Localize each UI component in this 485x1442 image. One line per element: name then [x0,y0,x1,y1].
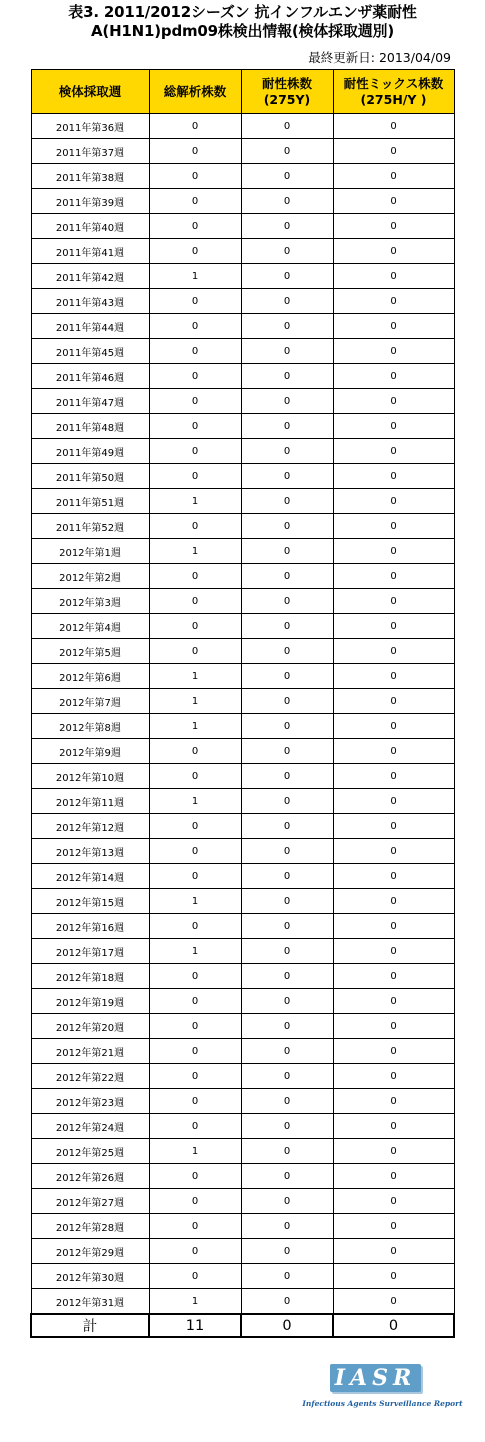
table-row [31,1214,454,1239]
cell-sampling-week: 2011年第39週 [31,189,149,214]
table-title-line1: 表3. 2011/2012シーズン 抗インフルエンザ薬耐性 [68,3,417,21]
cell-resistant: 0 [241,814,333,839]
cell-resistant-mixed: 0 [333,789,454,814]
cell-total-analyzed: 0 [149,564,241,589]
table-row [31,439,454,464]
table-row [31,489,454,514]
cell-sampling-week: 2012年第27週 [31,1189,149,1214]
cell-resistant: 0 [241,214,333,239]
cell-resistant-mixed: 0 [333,1089,454,1114]
cell-total-analyzed: 1 [149,489,241,514]
table-row [31,564,454,589]
cell-total-analyzed: 0 [149,464,241,489]
cell-sampling-week: 2012年第25週 [31,1139,149,1164]
cell-resistant: 0 [241,689,333,714]
cell-resistant: 0 [241,1064,333,1089]
total-resistant: 0 [241,1314,333,1337]
cell-resistant: 0 [241,1139,333,1164]
table-row [31,714,454,739]
cell-resistant-mixed: 0 [333,139,454,164]
cell-sampling-week: 2011年第44週 [31,314,149,339]
cell-resistant-mixed: 0 [333,289,454,314]
cell-resistant-mixed: 0 [333,1064,454,1089]
cell-sampling-week: 2012年第31週 [31,1289,149,1315]
table-row [31,464,454,489]
cell-sampling-week: 2011年第50週 [31,464,149,489]
cell-resistant-mixed: 0 [333,189,454,214]
table-row [31,1039,454,1064]
cell-resistant-mixed: 0 [333,1014,454,1039]
cell-total-analyzed: 0 [149,764,241,789]
cell-resistant: 0 [241,614,333,639]
cell-resistant-mixed: 0 [333,514,454,539]
iasr-logo-subtitle: Infectious Agents Surveillance Report [302,1399,463,1408]
cell-resistant: 0 [241,464,333,489]
cell-resistant-mixed: 0 [333,964,454,989]
table-row [31,1064,454,1089]
cell-sampling-week: 2012年第3週 [31,589,149,614]
cell-resistant-mixed: 0 [333,239,454,264]
cell-resistant: 0 [241,1039,333,1064]
cell-resistant: 0 [241,1114,333,1139]
cell-total-analyzed: 0 [149,114,241,139]
cell-total-analyzed: 0 [149,189,241,214]
header-row [31,70,454,114]
cell-sampling-week: 2012年第23週 [31,1089,149,1114]
iasr-logo: IASR [330,1364,421,1392]
cell-total-analyzed: 1 [149,264,241,289]
cell-total-analyzed: 0 [149,839,241,864]
total-label: 計 [31,1314,149,1337]
header-resistant-sublabel: (275Y) [263,91,311,107]
cell-resistant-mixed: 0 [333,389,454,414]
cell-sampling-week: 2012年第20週 [31,1014,149,1039]
cell-sampling-week: 2012年第6週 [31,664,149,689]
cell-sampling-week: 2012年第4週 [31,614,149,639]
cell-resistant: 0 [241,139,333,164]
cell-total-analyzed: 0 [149,364,241,389]
table-row [31,1239,454,1264]
cell-resistant-mixed: 0 [333,264,454,289]
cell-sampling-week: 2011年第40週 [31,214,149,239]
cell-sampling-week: 2012年第7週 [31,689,149,714]
table-row [31,789,454,814]
cell-total-analyzed: 0 [149,739,241,764]
total-resistant-mixed: 0 [333,1314,454,1337]
cell-total-analyzed: 0 [149,214,241,239]
header-sampling-week [31,70,149,114]
cell-resistant: 0 [241,1214,333,1239]
cell-resistant: 0 [241,889,333,914]
cell-resistant: 0 [241,189,333,214]
table-title-line2: A(H1N1)pdm09株検出情報(検体採取週別) [91,22,394,40]
cell-total-analyzed: 1 [149,1139,241,1164]
header-resistant-label: 耐性株数 [261,75,312,91]
cell-resistant-mixed: 0 [333,739,454,764]
cell-resistant-mixed: 0 [333,1114,454,1139]
cell-resistant: 0 [241,664,333,689]
cell-resistant: 0 [241,1289,333,1315]
table-row [31,139,454,164]
table-row [31,1289,454,1315]
cell-total-analyzed: 0 [149,439,241,464]
cell-sampling-week: 2012年第12週 [31,814,149,839]
cell-resistant: 0 [241,539,333,564]
cell-total-analyzed: 1 [149,889,241,914]
header-total-analyzed-label: 総解析株数 [163,83,227,99]
cell-sampling-week: 2012年第1週 [31,539,149,564]
cell-total-analyzed: 0 [149,1189,241,1214]
header-resistant-mixed [333,70,454,114]
cell-total-analyzed: 0 [149,314,241,339]
table-row [31,939,454,964]
table-row [31,1014,454,1039]
cell-resistant-mixed: 0 [333,464,454,489]
cell-resistant-mixed: 0 [333,214,454,239]
cell-sampling-week: 2011年第46週 [31,364,149,389]
cell-sampling-week: 2012年第11週 [31,789,149,814]
cell-resistant-mixed: 0 [333,539,454,564]
cell-resistant: 0 [241,364,333,389]
table-row [31,639,454,664]
table-row [31,539,454,564]
cell-resistant-mixed: 0 [333,339,454,364]
cell-resistant-mixed: 0 [333,114,454,139]
cell-resistant-mixed: 0 [333,364,454,389]
cell-resistant-mixed: 0 [333,839,454,864]
cell-resistant: 0 [241,239,333,264]
cell-resistant: 0 [241,414,333,439]
cell-sampling-week: 2012年第2週 [31,564,149,589]
cell-resistant: 0 [241,1239,333,1264]
cell-sampling-week: 2011年第43週 [31,289,149,314]
cell-resistant-mixed: 0 [333,589,454,614]
cell-resistant-mixed: 0 [333,914,454,939]
cell-resistant-mixed: 0 [333,1214,454,1239]
cell-sampling-week: 2011年第45週 [31,339,149,364]
cell-resistant: 0 [241,114,333,139]
last-updated-date: 最終更新日: 2013/04/09 [308,50,451,65]
header-sampling-week-label: 検体採取週 [58,83,122,99]
cell-resistant-mixed: 0 [333,489,454,514]
table-row [31,989,454,1014]
cell-total-analyzed: 0 [149,1064,241,1089]
cell-total-analyzed: 0 [149,989,241,1014]
table-row [31,514,454,539]
cell-resistant: 0 [241,864,333,889]
cell-resistant-mixed: 0 [333,1164,454,1189]
cell-total-analyzed: 0 [149,514,241,539]
cell-sampling-week: 2012年第19週 [31,989,149,1014]
cell-total-analyzed: 1 [149,664,241,689]
cell-total-analyzed: 0 [149,289,241,314]
cell-resistant: 0 [241,439,333,464]
cell-total-analyzed: 0 [149,1039,241,1064]
table-row [31,1089,454,1114]
cell-total-analyzed: 0 [149,414,241,439]
cell-total-analyzed: 0 [149,1089,241,1114]
table-row [31,314,454,339]
cell-sampling-week: 2012年第28週 [31,1214,149,1239]
table-row [31,814,454,839]
header-resistant-mixed-label: 耐性ミックス株数 [343,75,444,91]
cell-sampling-week: 2012年第21週 [31,1039,149,1064]
cell-total-analyzed: 0 [149,639,241,664]
table-row [31,1139,454,1164]
table-body [31,114,454,1315]
cell-total-analyzed: 1 [149,939,241,964]
cell-resistant-mixed: 0 [333,664,454,689]
cell-resistant: 0 [241,1189,333,1214]
cell-resistant-mixed: 0 [333,639,454,664]
table-row [31,1164,454,1189]
table-row [31,239,454,264]
cell-resistant: 0 [241,1089,333,1114]
table-row [31,1114,454,1139]
table-row [31,1264,454,1289]
cell-sampling-week: 2012年第5週 [31,639,149,664]
cell-resistant: 0 [241,514,333,539]
cell-sampling-week: 2012年第10週 [31,764,149,789]
cell-resistant-mixed: 0 [333,1289,454,1315]
cell-resistant-mixed: 0 [333,1139,454,1164]
cell-total-analyzed: 1 [149,1289,241,1315]
cell-resistant: 0 [241,714,333,739]
cell-resistant-mixed: 0 [333,1264,454,1289]
cell-resistant: 0 [241,1164,333,1189]
cell-resistant: 0 [241,564,333,589]
cell-resistant: 0 [241,314,333,339]
cell-resistant: 0 [241,389,333,414]
cell-resistant-mixed: 0 [333,689,454,714]
cell-total-analyzed: 0 [149,864,241,889]
cell-resistant: 0 [241,489,333,514]
cell-sampling-week: 2012年第26週 [31,1164,149,1189]
table-footer [31,1314,454,1337]
cell-resistant-mixed: 0 [333,1239,454,1264]
header-resistant-mixed-sublabel: (275H/Y ) [360,91,427,107]
cell-total-analyzed: 1 [149,539,241,564]
cell-resistant: 0 [241,264,333,289]
cell-resistant: 0 [241,964,333,989]
cell-resistant: 0 [241,764,333,789]
cell-sampling-week: 2012年第30週 [31,1264,149,1289]
cell-resistant: 0 [241,289,333,314]
cell-resistant-mixed: 0 [333,1189,454,1214]
cell-resistant: 0 [241,789,333,814]
cell-total-analyzed: 0 [149,1114,241,1139]
cell-resistant: 0 [241,1264,333,1289]
cell-sampling-week: 2012年第29週 [31,1239,149,1264]
table-row [31,189,454,214]
cell-total-analyzed: 0 [149,1264,241,1289]
cell-total-analyzed: 1 [149,714,241,739]
cell-resistant-mixed: 0 [333,439,454,464]
table-row [31,889,454,914]
table-row [31,1189,454,1214]
table-row [31,264,454,289]
cell-total-analyzed: 0 [149,614,241,639]
cell-resistant: 0 [241,939,333,964]
cell-sampling-week: 2012年第22週 [31,1064,149,1089]
cell-total-analyzed: 0 [149,964,241,989]
table-row [31,339,454,364]
cell-sampling-week: 2012年第9週 [31,739,149,764]
cell-resistant: 0 [241,339,333,364]
cell-resistant-mixed: 0 [333,889,454,914]
cell-sampling-week: 2012年第15週 [31,889,149,914]
cell-sampling-week: 2012年第16週 [31,914,149,939]
cell-total-analyzed: 0 [149,1214,241,1239]
cell-total-analyzed: 0 [149,139,241,164]
cell-sampling-week: 2011年第48週 [31,414,149,439]
cell-resistant-mixed: 0 [333,414,454,439]
cell-sampling-week: 2012年第18週 [31,964,149,989]
cell-total-analyzed: 0 [149,1239,241,1264]
cell-resistant-mixed: 0 [333,614,454,639]
cell-resistant: 0 [241,839,333,864]
cell-total-analyzed: 0 [149,914,241,939]
cell-resistant-mixed: 0 [333,714,454,739]
cell-resistant-mixed: 0 [333,1039,454,1064]
table-row [31,164,454,189]
total-analyzed: 11 [149,1314,241,1337]
table-row [31,689,454,714]
cell-total-analyzed: 0 [149,389,241,414]
cell-resistant-mixed: 0 [333,564,454,589]
table-row [31,114,454,139]
cell-sampling-week: 2011年第49週 [31,439,149,464]
cell-resistant-mixed: 0 [333,864,454,889]
cell-resistant: 0 [241,589,333,614]
table-row [31,389,454,414]
cell-sampling-week: 2012年第17週 [31,939,149,964]
resistance-table [30,69,455,1338]
cell-resistant: 0 [241,164,333,189]
cell-sampling-week: 2012年第13週 [31,839,149,864]
table-row [31,914,454,939]
cell-sampling-week: 2011年第52週 [31,514,149,539]
cell-total-analyzed: 0 [149,589,241,614]
cell-resistant-mixed: 0 [333,314,454,339]
table-row [31,414,454,439]
cell-sampling-week: 2011年第37週 [31,139,149,164]
cell-resistant-mixed: 0 [333,939,454,964]
cell-total-analyzed: 0 [149,239,241,264]
table-row [31,764,454,789]
cell-sampling-week: 2012年第24週 [31,1114,149,1139]
cell-resistant: 0 [241,739,333,764]
cell-resistant: 0 [241,989,333,1014]
cell-total-analyzed: 0 [149,1164,241,1189]
cell-sampling-week: 2011年第38週 [31,164,149,189]
total-row [31,1314,454,1337]
header-resistant [241,70,333,114]
cell-sampling-week: 2012年第14週 [31,864,149,889]
cell-resistant: 0 [241,1014,333,1039]
cell-total-analyzed: 1 [149,689,241,714]
header-total-analyzed [149,70,241,114]
cell-resistant-mixed: 0 [333,764,454,789]
cell-total-analyzed: 0 [149,164,241,189]
cell-resistant-mixed: 0 [333,814,454,839]
cell-sampling-week: 2011年第47週 [31,389,149,414]
cell-resistant-mixed: 0 [333,989,454,1014]
cell-sampling-week: 2012年第8週 [31,714,149,739]
cell-total-analyzed: 0 [149,339,241,364]
table-row [31,364,454,389]
table-row [31,614,454,639]
cell-resistant: 0 [241,914,333,939]
cell-sampling-week: 2011年第41週 [31,239,149,264]
cell-sampling-week: 2011年第42週 [31,264,149,289]
cell-total-analyzed: 0 [149,814,241,839]
cell-resistant: 0 [241,639,333,664]
table-row [31,589,454,614]
table-header [31,70,454,114]
cell-resistant-mixed: 0 [333,164,454,189]
cell-total-analyzed: 0 [149,1014,241,1039]
cell-sampling-week: 2011年第36週 [31,114,149,139]
cell-sampling-week: 2011年第51週 [31,489,149,514]
table-row [31,839,454,864]
table-row [31,214,454,239]
table-row [31,664,454,689]
table-row [31,289,454,314]
table-row [31,964,454,989]
cell-total-analyzed: 1 [149,789,241,814]
table-row [31,739,454,764]
table-row [31,864,454,889]
